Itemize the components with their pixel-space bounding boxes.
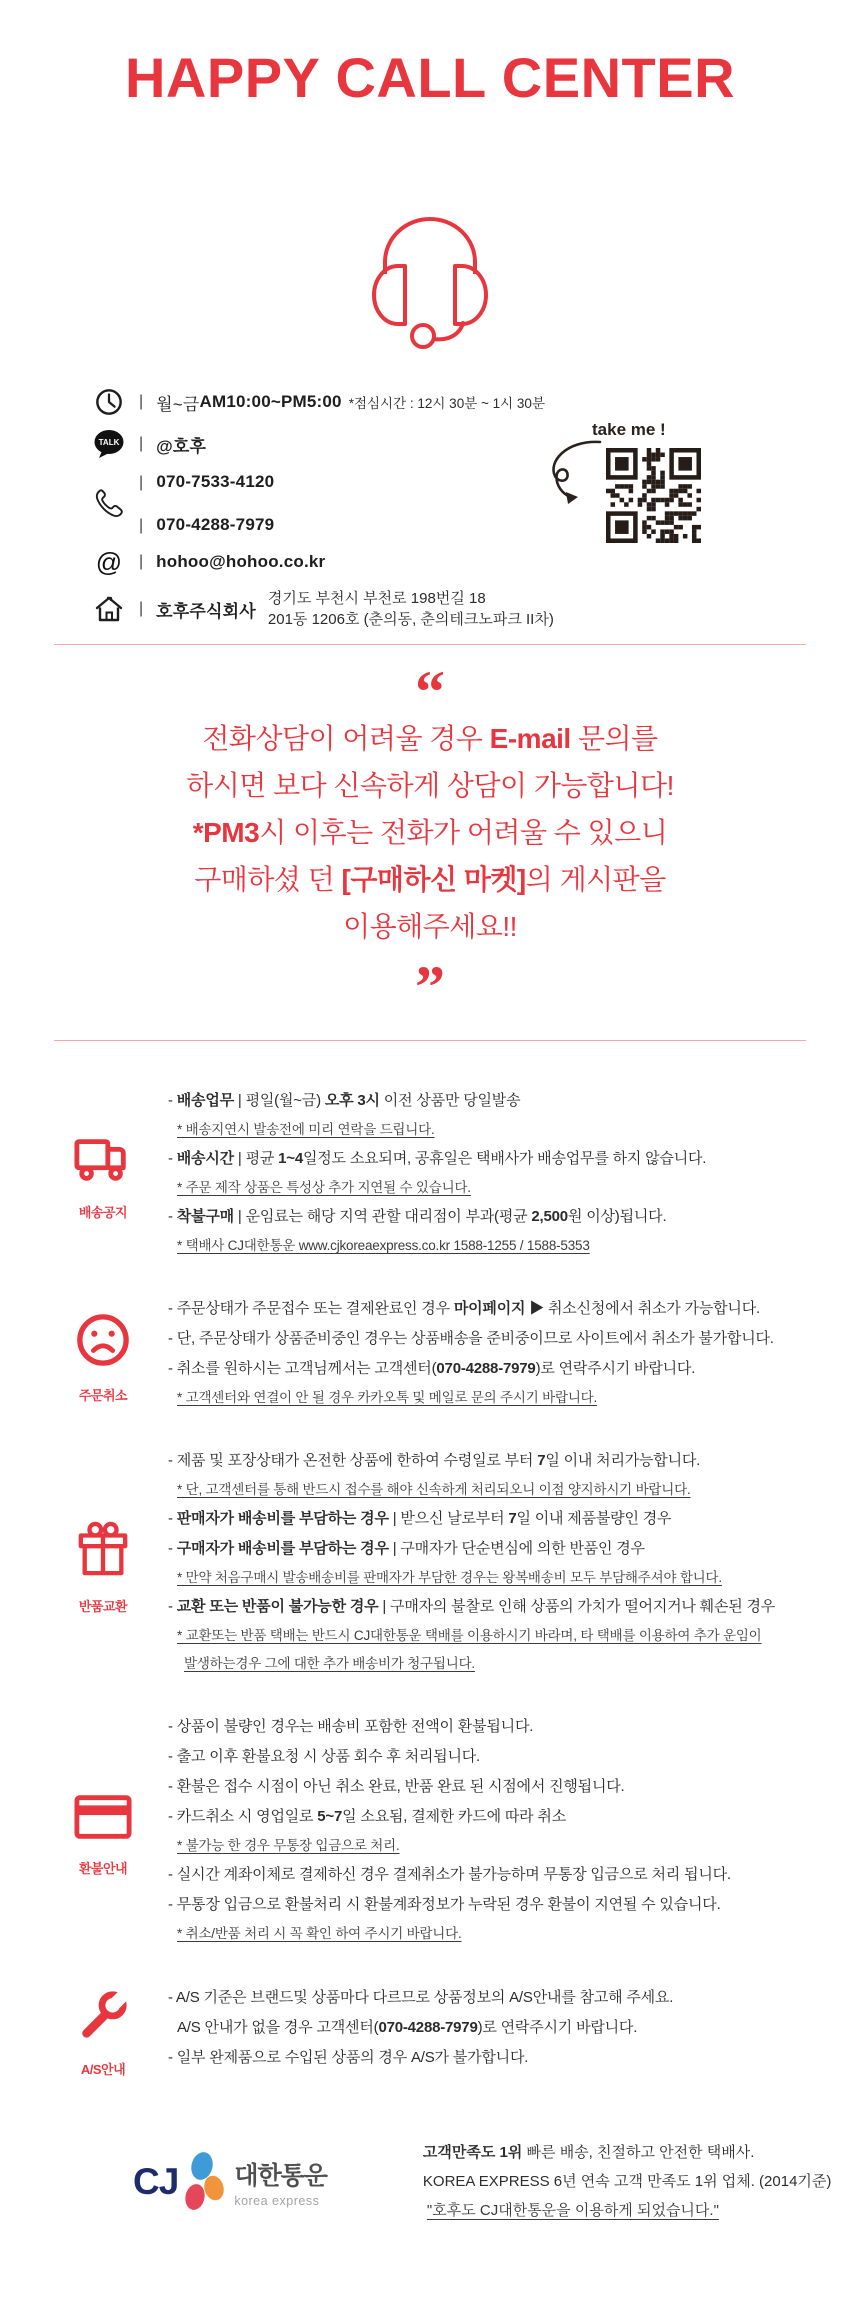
section-return-exchange — [60, 1451, 832, 1683]
clock-icon — [92, 388, 126, 416]
quote-line: 구매하셨 던 [구매하신 마켓]의 게시판을 — [194, 864, 666, 895]
quote-line: 전화상담이 어려울 경우 E-mail 문의를 — [202, 723, 658, 754]
phone-numbers — [139, 472, 274, 536]
company-name: 호후주식회사 — [156, 601, 256, 621]
section-line: - 일부 완제품으로 수입된 상품의 경우 A/S가 불가합니다. — [168, 2048, 529, 2066]
separator-bar: | — [139, 435, 144, 452]
headset-icon — [365, 200, 495, 352]
section-line: - 출고 이후 환불요청 시 상품 회수 후 처리됩니다. — [168, 1748, 481, 1765]
section-line: * 주문 제작 상품은 특성상 추가 지연될 수 있습니다. — [177, 1180, 471, 1195]
section-line: - 배송업무 | 평일(월~금) 오후 3시 이전 상품만 당일발송 — [168, 1092, 521, 1109]
section-content — [168, 1717, 832, 1953]
address-line-1: 경기도 부천시 부천로 198번길 18 — [267, 590, 486, 607]
at-sign-icon: @ — [95, 547, 123, 577]
phone-row — [92, 472, 860, 536]
section-line: - 무통장 입금으로 환불처리 시 환불계좌정보가 누락된 경우 환불이 지연될 수 있습니다. — [168, 1896, 721, 1913]
close-quote-mark: ” — [415, 954, 445, 1020]
section-side — [60, 1136, 146, 1221]
cj-petals-icon — [181, 2151, 227, 2213]
separator-bar: | — [139, 553, 144, 570]
footer-line-2: KOREA EXPRESS 6년 연속 고객 만족도 1위 업체. (2014기준) — [422, 2173, 832, 2190]
cj-korea-express-logo — [133, 2151, 327, 2213]
quote-line: *PM3시 이후는 전화가 어려울 수 있으니 — [192, 817, 668, 848]
quote-lines — [0, 715, 860, 950]
kakaotalk-icon — [92, 429, 126, 459]
cj-wordmark: CJ — [133, 2160, 179, 2202]
phone-number-1: | 070-7533-4120 — [139, 472, 275, 491]
email-row — [92, 549, 860, 575]
brand-name: 대한통운 — [234, 2161, 327, 2190]
contact-info-list — [92, 388, 860, 630]
page-title: HAPPY CALL CENTER — [124, 46, 736, 109]
company-address — [268, 588, 554, 630]
cj-express-footer — [133, 2138, 860, 2225]
hours-days: 월~금 — [156, 394, 200, 414]
quote-line: 이용해주세요!! — [343, 911, 517, 942]
lunch-time-note: *점심시간 : 12시 30분 ~ 1시 30분 — [348, 396, 545, 411]
truck-icon — [74, 1136, 132, 1184]
footer-line-3: "호후도 CJ대한통운을 이용하게 되었습니다." — [426, 2202, 719, 2219]
hours-time: AM10:00~PM5:00 — [199, 392, 342, 411]
section-line: - 카드취소 시 영업일로 5~7일 소요됨, 결제한 카드에 따라 취소 — [168, 1808, 567, 1825]
section-line: * 만약 처음구매시 발송배송비를 판매자가 부담한 경우는 왕복배송비 모두 부담해주셔야 합니다. — [177, 1570, 722, 1585]
section-line: * 단, 고객센터를 통해 반드시 접수를 해야 신속하게 처리되오니 이점 양지하시기 바랍니다. — [177, 1482, 691, 1497]
section-line: * 교환또는 반품 택배는 반드시 CJ대한통운 택배를 이용하시기 바라며, 타 택배를 이용하여 추가 운임이 — [177, 1628, 762, 1643]
footer-text — [423, 2138, 831, 2225]
section-shipping-notice — [60, 1091, 832, 1265]
section-order-cancel — [60, 1299, 832, 1417]
wrench-icon — [76, 1987, 130, 2041]
section-line: - 교환 또는 반품이 불가능한 경우 | 구매자의 불찰로 인해 상품의 가치가 떨어지거나 훼손된 경우 — [168, 1598, 776, 1615]
section-refund-guide — [60, 1717, 832, 1953]
section-line: - 실시간 계좌이체로 결제하신 경우 결제취소가 불가능하며 무통장 입금으로 처리 됩니다. — [168, 1866, 731, 1883]
separator-bar: | — [139, 600, 144, 617]
section-divider — [54, 644, 806, 645]
home-icon — [92, 594, 126, 624]
section-label: 주문취소 — [78, 1387, 128, 1403]
section-content — [168, 1299, 832, 1417]
section-content — [168, 1451, 832, 1683]
qr-arrow-icon — [544, 436, 614, 504]
section-label: 배송공지 — [78, 1204, 128, 1220]
brand-subtitle: korea express — [234, 2193, 320, 2208]
section-line: * 택배사 CJ대한통운 www.cjkoreaexpress.co.kr 1588-1255 / 1588-5353 — [177, 1238, 590, 1253]
section-content — [168, 1091, 832, 1265]
section-line: - 판매자가 배송비를 부담하는 경우 | 받으신 날로부터 7일 이내 제품불량인 경우 — [168, 1510, 672, 1527]
section-line: A/S 안내가 없을 경우 고객센터(070-4288-7979)로 연락주시기 바랍니다. — [177, 2018, 638, 2036]
section-line: * 고객센터와 연결이 안 될 경우 카카오톡 및 메일로 문의 주시기 바랍니다. — [177, 1390, 598, 1405]
business-hours-row — [92, 388, 860, 416]
qr-code — [606, 448, 701, 543]
section-line: * 불가능 한 경우 무통장 입금으로 처리. — [177, 1838, 400, 1853]
section-label: A/S안내 — [80, 2062, 126, 2077]
footer-line-1: 고객만족도 1위 빠른 배송, 친절하고 안전한 택배사. — [422, 2144, 755, 2161]
email-address: hohoo@hohoo.co.kr — [156, 552, 326, 571]
section-side — [60, 1313, 146, 1404]
section-line: - 구매자가 배송비를 부담하는 경우 | 구매자가 단순변심에 의한 반품인 경우 — [168, 1540, 645, 1557]
card-icon — [74, 1794, 132, 1840]
section-line: - 배송시간 | 평균 1~4일정도 소요되며, 공휴일은 택배사가 배송업무를 하지 않습니다. — [168, 1150, 707, 1167]
section-as-guide — [60, 1987, 832, 2078]
section-side — [60, 1794, 146, 1877]
policy-sections — [60, 1091, 832, 2078]
open-quote-mark: “ — [415, 659, 445, 725]
svg-text:TALK: TALK — [98, 438, 120, 447]
qr-take-me-label: take me ! — [592, 420, 666, 439]
section-line: - 제품 및 포장상태가 온전한 상품에 한하여 수령일로 부터 7일 이내 처리가능합니다. — [168, 1452, 701, 1469]
section-line: - 주문상태가 주문접수 또는 결제완료인 경우 마이페이지 ▶ 취소신청에서 취소가 가능합니다. — [168, 1300, 760, 1317]
phone-number-2: | 070-4288-7979 — [139, 515, 275, 534]
section-line: - 단, 주문상태가 상품준비중인 경우는 상품배송을 준비중이므로 사이트에서 취소가 불가합니다. — [168, 1330, 774, 1347]
email-notice-quote — [0, 659, 860, 1020]
section-line: - 환불은 접수 시점이 아닌 취소 완료, 반품 완료 된 시점에서 진행됩니다. — [168, 1778, 625, 1795]
section-line: - 상품이 불량인 경우는 배송비 포함한 전액이 환불됩니다. — [168, 1718, 534, 1735]
section-line: * 배송지연시 발송전에 미리 연락을 드립니다. — [177, 1122, 435, 1137]
section-line: 발생하는경우 그에 대한 추가 배송비가 청구됩니다. — [184, 1656, 475, 1671]
section-label: 반품교환 — [78, 1598, 128, 1614]
kakao-row — [92, 429, 860, 459]
quote-line: 하시면 보다 신속하게 상담이 가능합니다! — [186, 770, 674, 801]
brand-text — [234, 2156, 327, 2208]
phone-icon — [92, 487, 126, 521]
section-line: * 취소/반품 처리 시 꼭 확인 하여 주시기 바랍니다. — [177, 1926, 462, 1941]
section-side — [60, 1987, 146, 2078]
separator-bar: | — [139, 393, 144, 410]
section-side — [60, 1520, 146, 1615]
section-line: - 취소를 원하시는 고객님께서는 고객센터(070-4288-7979)로 연락주시기 바랍니다. — [168, 1360, 696, 1377]
section-line: - A/S 기준은 브랜드및 상품마다 다르므로 상품정보의 A/S안내를 참고해 주세요. — [168, 1988, 674, 2006]
section-label: 환불안내 — [78, 1860, 128, 1876]
address-row — [92, 588, 860, 630]
gift-icon — [76, 1520, 130, 1578]
section-content — [168, 1988, 832, 2078]
kakao-id: @호후 — [156, 436, 207, 456]
address-line-2: 201동 1206호 (춘의동, 춘의테크노파크 II차) — [267, 611, 554, 628]
section-line: - 착불구매 | 운임료는 해당 지역 관할 대리점이 부과(평균 2,500원 이상)됩니다. — [168, 1208, 667, 1225]
section-divider — [54, 1040, 806, 1041]
sad-face-icon — [76, 1313, 130, 1367]
